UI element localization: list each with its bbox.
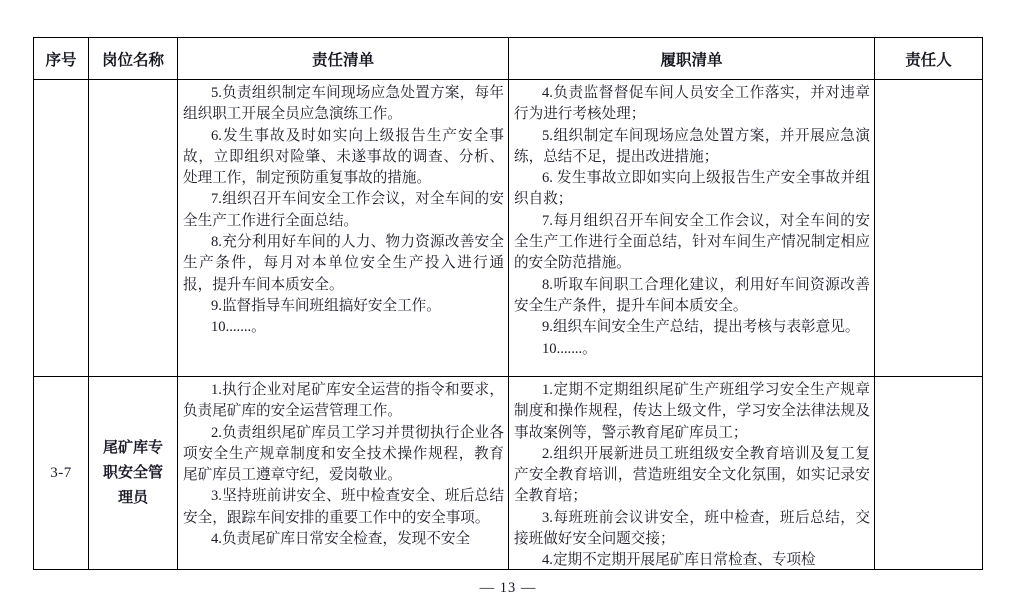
position-name: 尾矿库专职安全管理员 bbox=[102, 439, 163, 506]
col-header-responsibility-list: 责任清单 bbox=[178, 38, 509, 80]
responsibility-cell bbox=[178, 80, 509, 377]
header-row bbox=[34, 38, 983, 80]
responsibility-table bbox=[33, 37, 983, 570]
list-item-paragraph: 2.组织开展新进员工班组级安全教育培训及复工复产安全教育培训，营造班组安全文化氛围，如实记录安全教育培； bbox=[514, 445, 870, 505]
serial-cell bbox=[34, 80, 89, 377]
col-header-position: 岗位名称 bbox=[89, 38, 178, 80]
list-item-paragraph: 3.每班班前会议讲安全，班中检查，班后总结，交接班做好安全问题交接； bbox=[514, 509, 870, 548]
responsibility-paragraphs bbox=[178, 377, 508, 569]
person-cell bbox=[875, 80, 983, 377]
list-item-paragraph: 8.听取车间职工合理化建议，利用好车间资源改善安全生产条件，提升车间本质安全。 bbox=[514, 276, 870, 314]
list-item-paragraph: 10.......。 bbox=[542, 340, 597, 357]
list-item-paragraph: 10.......。 bbox=[211, 319, 266, 336]
list-item-paragraph: 9.组织车间安全生产总结，提出考核与表彰意见。 bbox=[542, 319, 860, 336]
col-header-serial: 序号 bbox=[34, 38, 89, 80]
list-item-paragraph: 9.监督指导车间班组搞好安全工作。 bbox=[211, 297, 441, 314]
list-item-paragraph: 6.发生事故及时如实向上级报告生产安全事故，立即组织对险肇、未遂事故的调查、分析、处理工作，制定预防重复事故的措施。 bbox=[183, 127, 504, 187]
table-row bbox=[34, 80, 983, 377]
list-item-paragraph: 5.组织制定车间现场应急处置方案，并开展应急演练，总结不足，提出改进措施； bbox=[514, 127, 870, 165]
list-item-paragraph: 7.每月组织召开车间安全工作会议，对全车间的安全生产工作进行全面总结，针对车间生产情况制定相应的安全防范措施。 bbox=[514, 212, 870, 272]
list-item-paragraph: 3.坚持班前讲安全、班中检查安全、班后总结安全，跟踪车间安排的重要工作中的安全事项。 bbox=[183, 488, 504, 526]
responsibility-paragraphs bbox=[178, 80, 508, 376]
list-item-paragraph: 8.充分利用好车间的人力、物力资源改善安全生产条件，每月对本单位安全生产投入进行通报，提升车间本质安全。 bbox=[183, 234, 504, 293]
col-header-responsible-person: 责任人 bbox=[875, 38, 983, 80]
list-item-paragraph: 4.负责尾矿库日常安全检查，发现不安全 bbox=[211, 531, 471, 548]
responsibility-cell bbox=[178, 377, 509, 570]
page-number: — 13 — bbox=[479, 580, 537, 596]
list-item-paragraph: 6. 发生事故立即如实向上级报告生产安全事故并组织自救； bbox=[514, 170, 870, 208]
position-cell bbox=[89, 377, 178, 570]
list-item-paragraph: 1.执行企业对尾矿库安全运营的指令和要求，负责尾矿库的安全运营管理工作。 bbox=[183, 382, 504, 420]
position-cell bbox=[89, 80, 178, 377]
duty-cell bbox=[509, 80, 875, 377]
list-item-paragraph: 7.组织召开车间安全工作会议，对全车间的安全生产工作进行全面总结。 bbox=[183, 191, 504, 229]
serial-number: 3-7 bbox=[50, 465, 72, 481]
list-item-paragraph: 5.负责组织制定车间现场应急处置方案，每年组织职工开展全员应急演练工作。 bbox=[183, 85, 504, 123]
list-item-paragraph: 4.负责监督督促车间人员安全工作落实，并对违章行为进行考核处理； bbox=[514, 85, 870, 123]
col-header-duty-list: 履职清单 bbox=[509, 38, 875, 80]
list-item-paragraph: 4.定期不定期开展尾矿库日常检查、专项检 bbox=[542, 552, 816, 569]
serial-cell bbox=[34, 377, 89, 570]
table-row bbox=[34, 377, 983, 570]
duty-cell bbox=[509, 377, 875, 570]
list-item-paragraph: 2.负责组织尾矿库员工学习并贯彻执行企业各项安全生产规章制度和安全技术操作规程，教育尾矿库员工遵章守纪，爱岗敬业。 bbox=[183, 424, 504, 484]
person-cell bbox=[875, 377, 983, 570]
duty-paragraphs bbox=[509, 377, 874, 569]
duty-paragraphs bbox=[509, 80, 874, 376]
list-item-paragraph: 1.定期不定期组织尾矿生产班组学习安全生产规章制度和操作规程，传达上级文件，学习安全法律法规及事故案例等，警示教育尾矿库员工； bbox=[514, 382, 870, 441]
